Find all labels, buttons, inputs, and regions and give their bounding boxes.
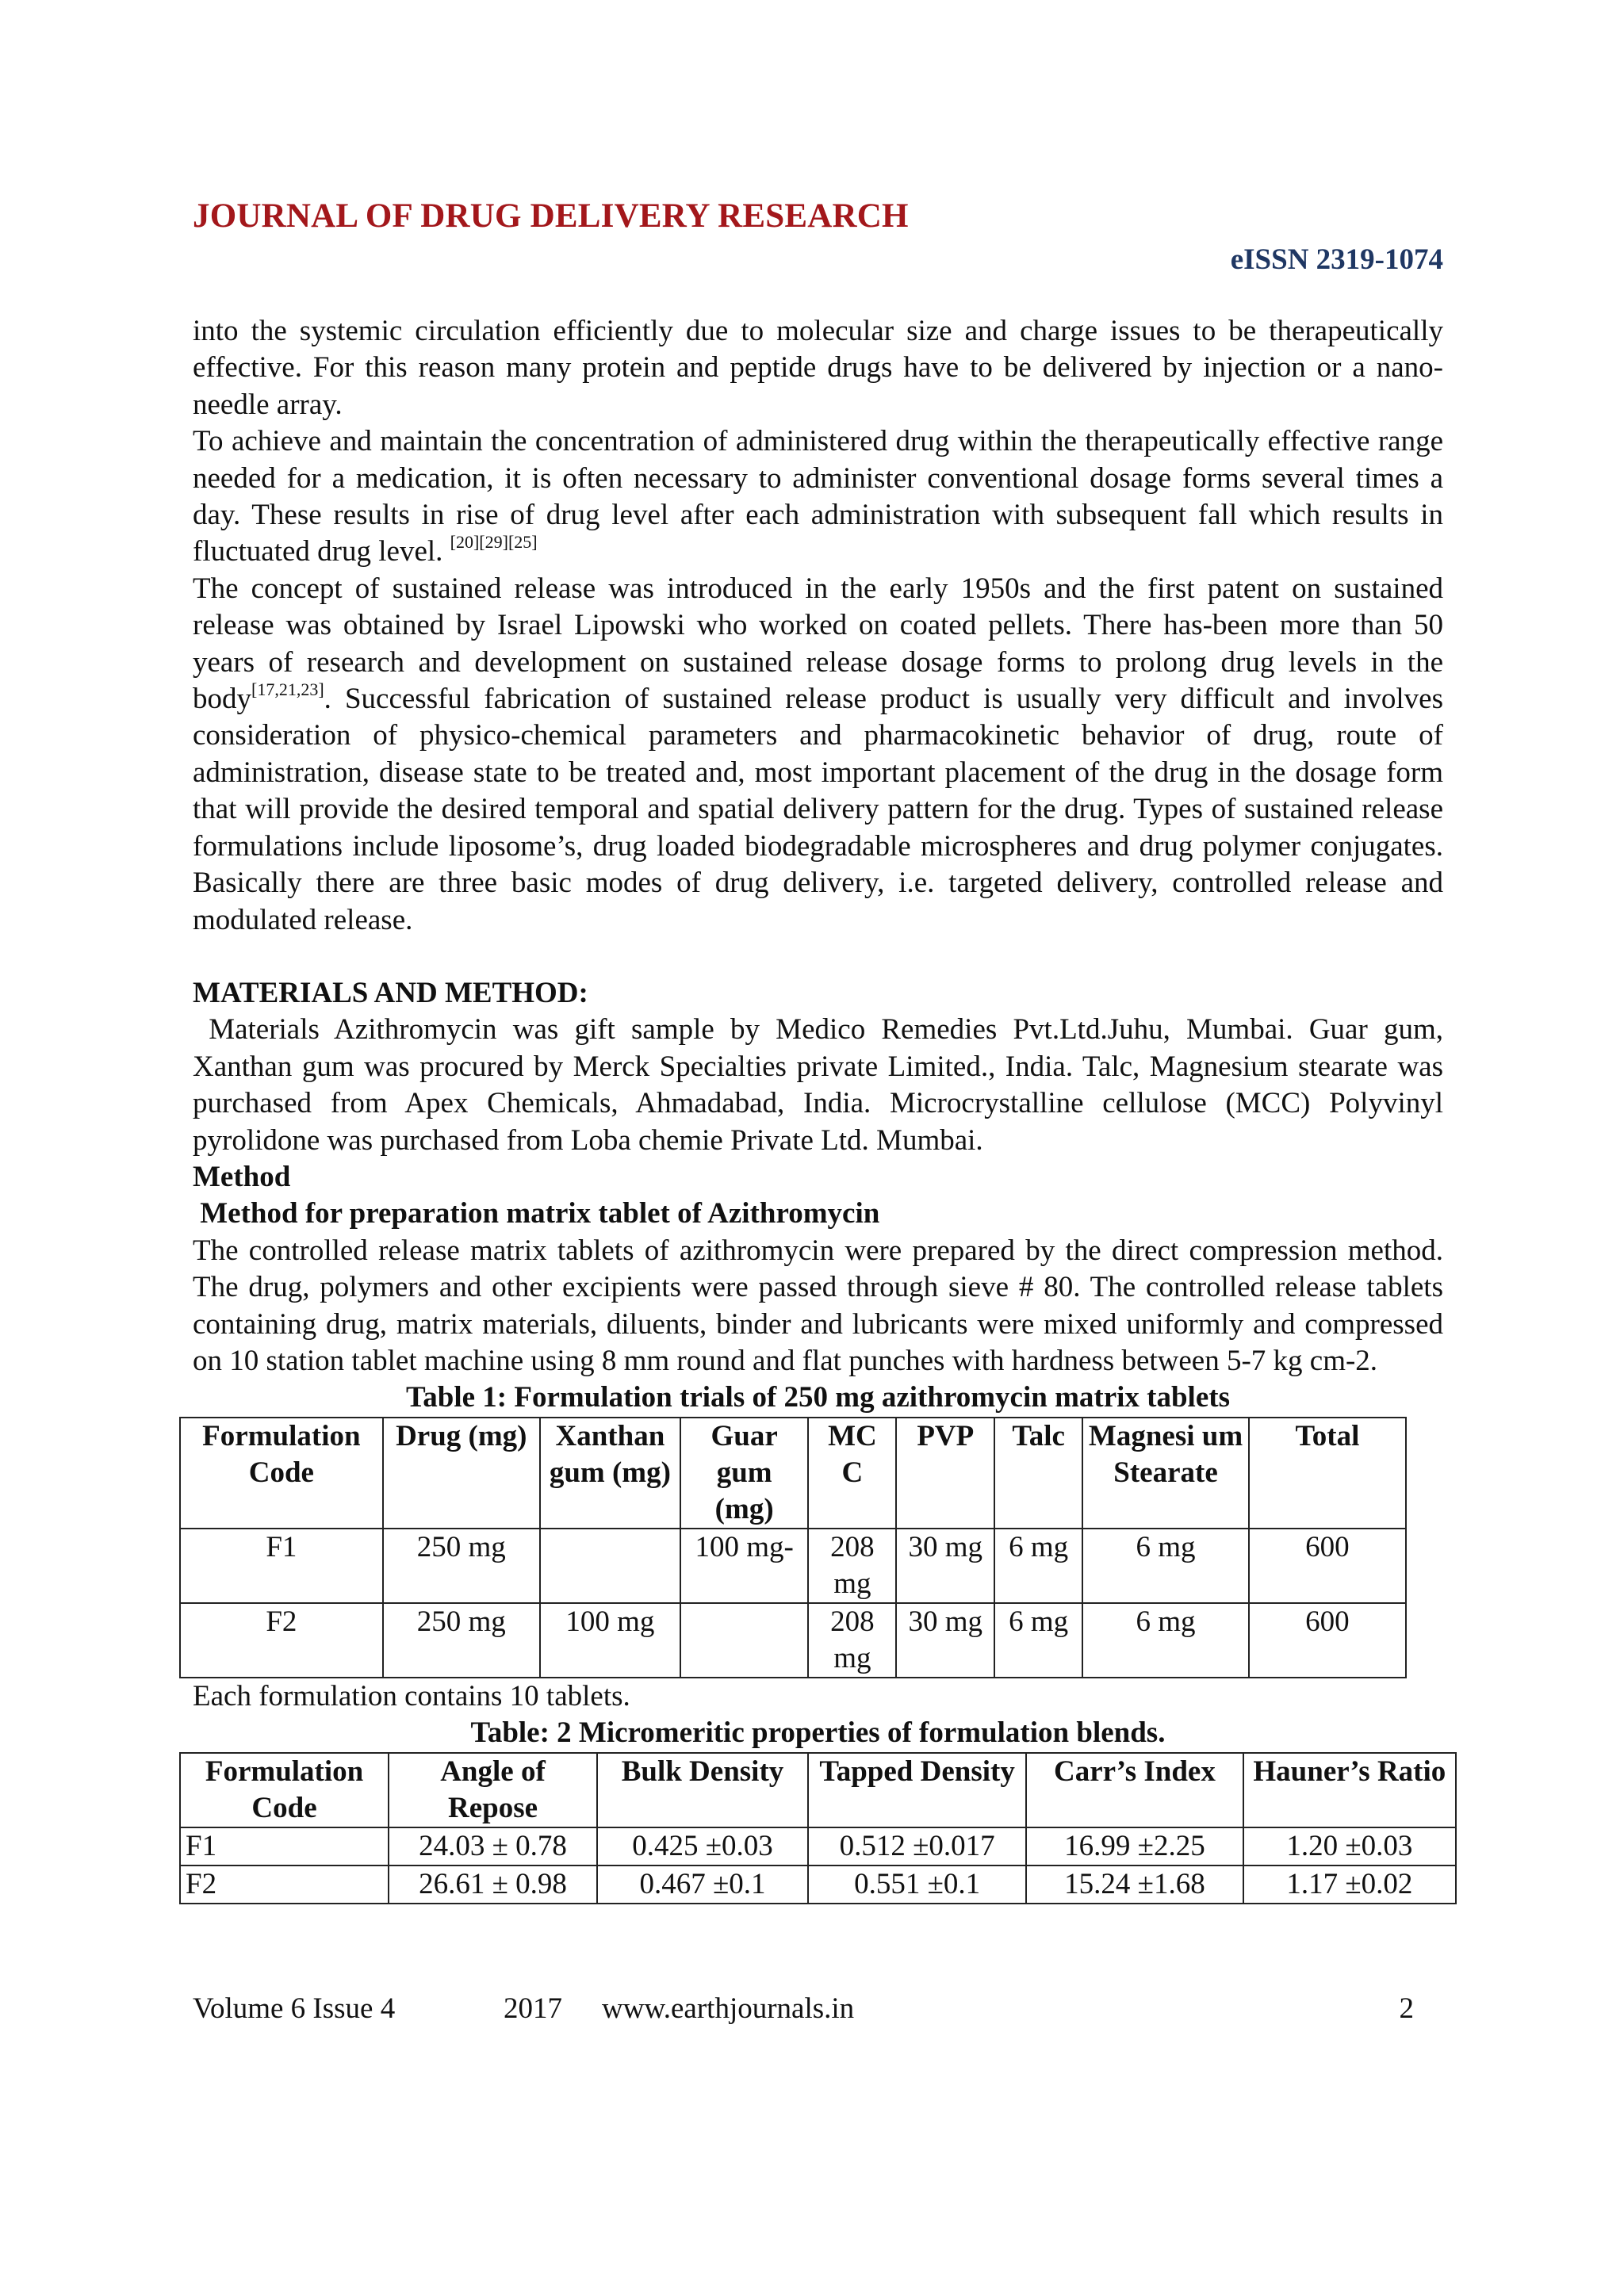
- table-header-cell: PVP: [896, 1418, 994, 1529]
- paragraph-sustained-text-a: The concept of sustained release was introduced in the early 1950s and the first patent on sustained release was obtained by Israel Lipowski who worked on coated pellets. There has-been more than 50 years of research and development on sustained release dosage forms to prolong drug levels in the body: [193, 572, 1443, 716]
- table-header-cell: Magnesi um Stearate: [1082, 1418, 1249, 1529]
- table-cell: 6 mg: [994, 1529, 1082, 1603]
- table-cell: 26.61 ± 0.98: [389, 1866, 597, 1904]
- table-cell: 16.99 ±2.25: [1026, 1827, 1243, 1866]
- table-row: [180, 1529, 1406, 1603]
- table-cell: 24.03 ± 0.78: [389, 1827, 597, 1866]
- table-cell: [680, 1603, 808, 1678]
- table-cell: F2: [180, 1603, 383, 1678]
- journal-title: JOURNAL OF DRUG DELIVERY RESEARCH: [193, 197, 909, 235]
- table-cell: 1.17 ±0.02: [1243, 1866, 1456, 1904]
- table-cell: F1: [180, 1529, 383, 1603]
- footer-page-number: 2: [1399, 1992, 1414, 2025]
- table2-caption: Table: 2 Micromeritic properties of formulation blends.: [470, 1716, 1166, 1750]
- table-cell: 100 mg-: [680, 1529, 808, 1603]
- table-header-row: [180, 1418, 1406, 1529]
- table-cell: F1: [180, 1827, 389, 1866]
- footer-website[interactable]: www.earthjournals.in: [602, 1992, 855, 2025]
- table-cell: 600: [1249, 1603, 1406, 1678]
- method-heading: Method: [193, 1160, 291, 1193]
- paragraph-concentration-text: To achieve and maintain the concentration of administered drug within the therapeutically effective range needed for a medication, it is often necessary to administer conventional dosage forms several times a day. These results in rise of drug level after each administration with subsequent fall which results in fluctuated drug level.: [193, 425, 1443, 568]
- materials-paragraph: [193, 1012, 1443, 1159]
- table-cell: 208 mg: [808, 1529, 896, 1603]
- formulation-table: [179, 1417, 1407, 1678]
- table-header-cell: Carr’s Index: [1026, 1753, 1243, 1827]
- footer-year: 2017: [504, 1992, 562, 2025]
- paragraph-sustained-text-b: . Successful fabrication of sustained release product is usually very difficult and involves consideration of physico-chemical parameters and pharmacokinetic behavior of drug, route of administration, disease state to be treated and, most important placement of the drug in the dosage form that will provide the desired temporal and spatial delivery pattern for the drug. Types of sustained release formulations include liposome’s, drug loaded biodegradable microspheres and drug polymer conjugates. Basically there are three basic modes of drug delivery, i.e. targeted delivery, controlled release and modulated release.: [193, 683, 1443, 936]
- paragraph-concentration: [193, 423, 1443, 571]
- table-header-cell: Guar gum (mg): [680, 1418, 808, 1529]
- table-cell: 0.551 ±0.1: [808, 1866, 1026, 1904]
- table-cell: 6 mg: [1082, 1603, 1249, 1678]
- method-subheading-text: Method for preparation matrix tablet of Azithromycin: [200, 1197, 880, 1230]
- table-cell: 1.20 ±0.03: [1243, 1827, 1456, 1866]
- paragraph-intro: into the systemic circulation efficiently due to molecular size and charge issues to be therapeutically effective. For this reason many protein and peptide drugs have to be delivered by injection or a nano-needle array.: [193, 315, 1443, 421]
- table-cell: [540, 1529, 680, 1603]
- table-cell: 250 mg: [383, 1529, 540, 1603]
- citation-ref: [20][29][25]: [450, 532, 538, 553]
- table-header-cell: Bulk Density: [597, 1753, 808, 1827]
- table-row: [180, 1866, 1456, 1904]
- table-row: [180, 1827, 1456, 1866]
- table-cell: 30 mg: [896, 1603, 994, 1678]
- table-header-cell: Formulation Code: [180, 1753, 389, 1827]
- table-cell: 208 mg: [808, 1603, 896, 1678]
- table-header-cell: Angle of Repose: [389, 1753, 597, 1827]
- table-header-cell: Talc: [994, 1418, 1082, 1529]
- method-paragraph: The controlled release matrix tablets of azithromycin were prepared by the direct compression method. The drug, polymers and other excipients were passed through sieve # 80. The controlled release tablets containing drug, matrix materials, diluents, binder and lubricants were mixed uniformly and compressed on 10 station tablet machine using 8 mm round and flat punches with hardness between 5-7 kg cm-2.: [193, 1234, 1443, 1377]
- table-cell: 15.24 ±1.68: [1026, 1866, 1243, 1904]
- article-body: [186, 313, 1446, 1904]
- table1-note: Each formulation contains 10 tablets.: [193, 1679, 630, 1712]
- table-cell: 600: [1249, 1529, 1406, 1603]
- table-cell: 6 mg: [994, 1603, 1082, 1678]
- paragraph-sustained-release: [193, 571, 1443, 939]
- table-cell: F2: [180, 1866, 389, 1904]
- table-cell: 0.425 ±0.03: [597, 1827, 808, 1866]
- table-header-cell: Drug (mg): [383, 1418, 540, 1529]
- materials-text: Materials Azithromycin was gift sample by Medico Remedies Pvt.Ltd.Juhu, Mumbai. Guar gum, Xanthan gum was procured by Merck Specialties private Limited., India. Talc, Magnesium stearate was purchased from Apex Chemicals, Ahmadabad, India. Microcrystalline cellulose (MCC) Polyvinyl pyrolidone was purchased from Loba chemie Private Ltd. Mumbai.: [193, 1013, 1444, 1157]
- table-header-row: [180, 1753, 1456, 1827]
- materials-heading: MATERIALS AND METHOD:: [193, 976, 588, 1009]
- table-header-cell: Total: [1249, 1418, 1406, 1529]
- issn-label: eISSN 2319-1074: [1230, 243, 1443, 276]
- table-header-cell: Tapped Density: [808, 1753, 1026, 1827]
- citation-ref: [17,21,23]: [251, 679, 324, 700]
- table-row: [180, 1603, 1406, 1678]
- table-header-cell: Xanthan gum (mg): [540, 1418, 680, 1529]
- table-cell: 6 mg: [1082, 1529, 1249, 1603]
- footer-volume: Volume 6 Issue 4: [193, 1992, 396, 2025]
- table-cell: 0.512 ±0.017: [808, 1827, 1026, 1866]
- table-header-cell: MC C: [808, 1418, 896, 1529]
- table-header-cell: Hauner’s Ratio: [1243, 1753, 1456, 1827]
- table-cell: 30 mg: [896, 1529, 994, 1603]
- table-cell: 0.467 ±0.1: [597, 1866, 808, 1904]
- table-cell: 100 mg: [540, 1603, 680, 1678]
- micromeritic-table: [179, 1752, 1457, 1904]
- table-header-cell: Formulation Code: [180, 1418, 383, 1529]
- table1-caption: Table 1: Formulation trials of 250 mg azithromycin matrix tablets: [406, 1381, 1230, 1414]
- table-cell: 250 mg: [383, 1603, 540, 1678]
- method-subheading: [193, 1196, 1443, 1232]
